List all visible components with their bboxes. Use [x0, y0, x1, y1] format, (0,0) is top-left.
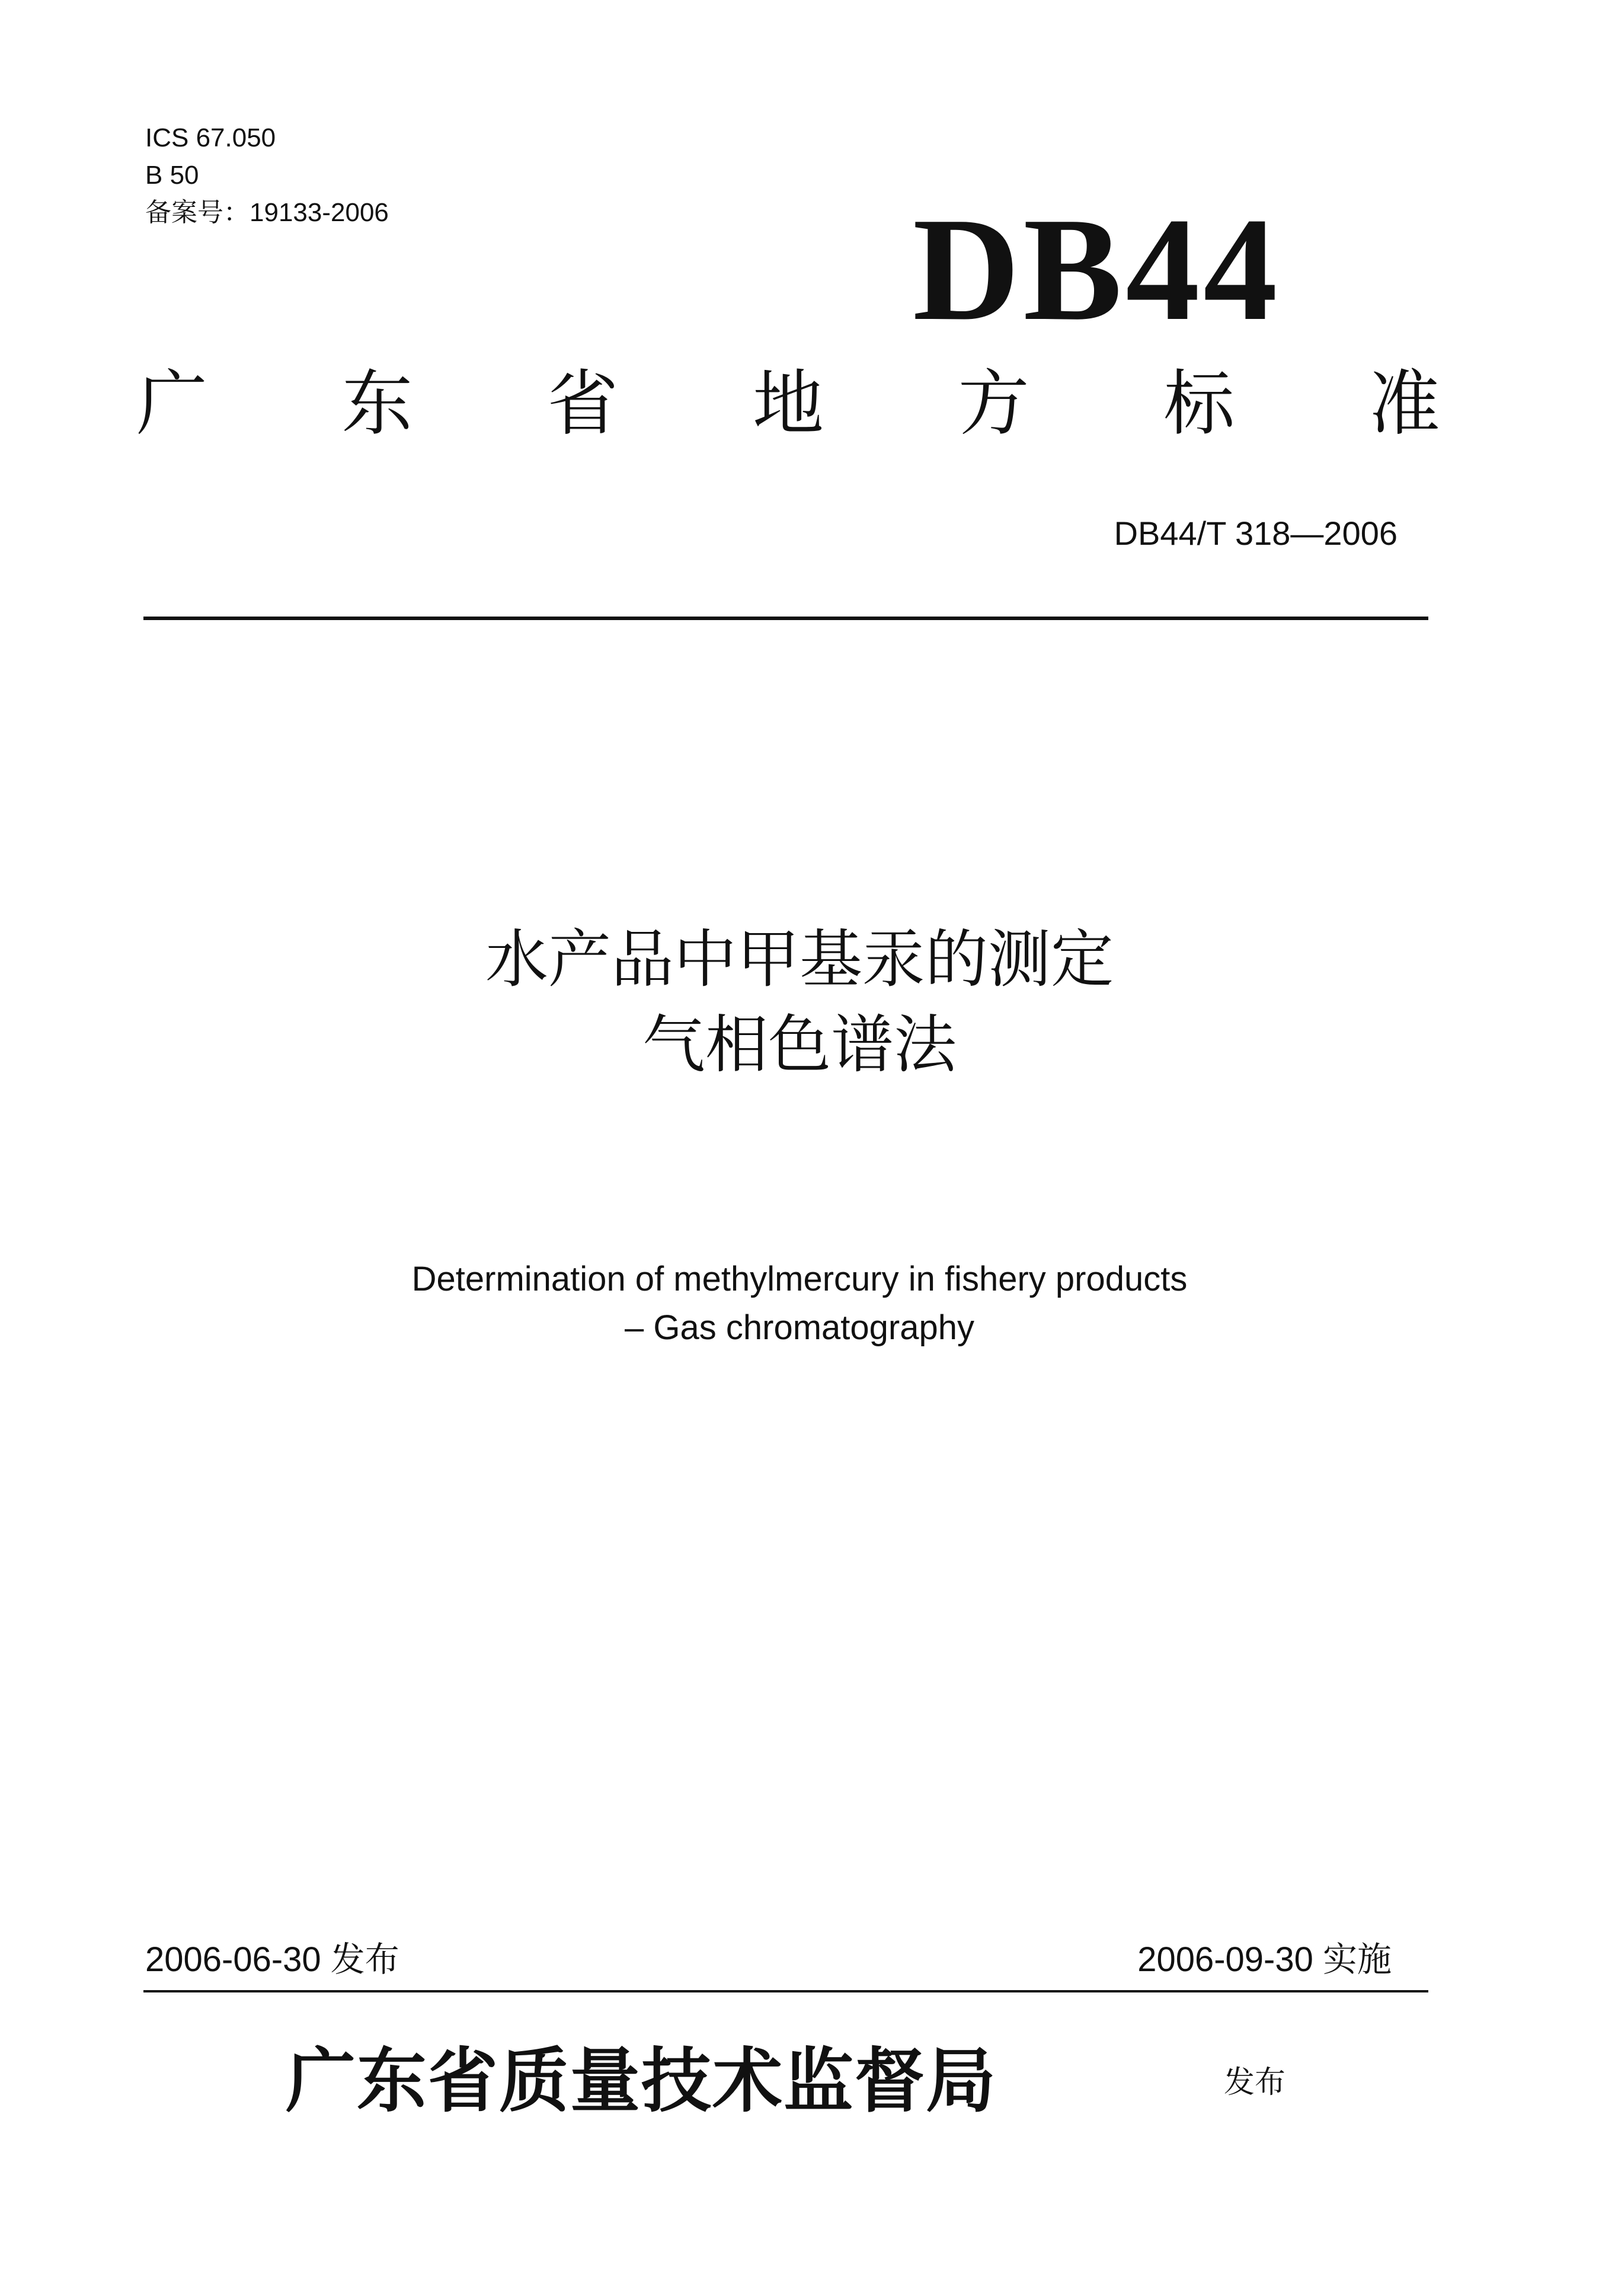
standard-number: DB44/T 318—2006 [1114, 515, 1397, 552]
standard-type-char: 方 [958, 363, 1029, 445]
issuing-label: 发布 [1224, 2065, 1286, 2100]
filing-number: 备案号：19133-2006 [145, 198, 389, 227]
header-divider [143, 617, 1428, 620]
standard-type-char: 省 [547, 363, 619, 445]
ics-code: ICS 67.050 [145, 123, 276, 152]
standard-type-heading [136, 363, 1440, 446]
footer-divider [143, 1990, 1428, 1992]
ccs-code: B 50 [145, 161, 199, 190]
standard-type-char: 东 [341, 363, 413, 445]
standard-type-char: 准 [1368, 363, 1440, 445]
title-cn-line1: 水产品中甲基汞的测定 [485, 923, 1114, 996]
issuing-authority: 广东省质量技术监督局 [286, 2039, 997, 2122]
implementation-date: 2006-09-30 实施 [1137, 1940, 1392, 1979]
standard-type-char: 广 [136, 363, 207, 445]
standard-type-char: 标 [1163, 363, 1235, 445]
db44-logo: DB44 [913, 187, 1281, 352]
title-cn-line2: 气相色谱法 [642, 1008, 957, 1081]
title-en-line2: – Gas chromatography [625, 1308, 974, 1347]
title-en-line1: Determination of methylmercury in fishery products [411, 1260, 1188, 1298]
issue-date: 2006-06-30 发布 [145, 1940, 399, 1979]
standard-type-char: 地 [752, 363, 824, 445]
